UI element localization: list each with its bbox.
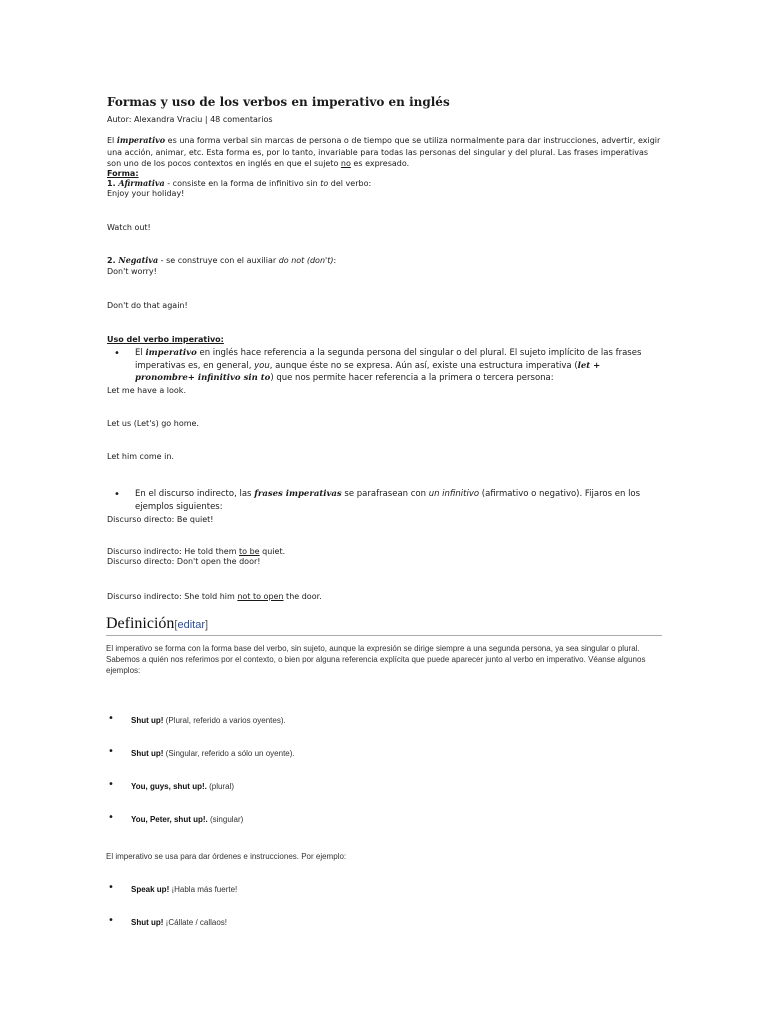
example-dont-do: Don't do that again! — [107, 301, 188, 310]
example-let-him: Let him come in. — [107, 452, 174, 461]
intro-paragraph: El imperativo es una forma verbal sin marcas de persona o de tiempo que se utiliza normalmente para dar instrucciones, advertir, exigir una acción, animar, etc. Esta forma es, por lo tanto, invariable para todas las personas del singular y del plural. Las frases imperativas son uno de los pocos contextos en inglés en que el sujeto no es expresado. — [107, 135, 661, 168]
list-item: Speak up! ¡Habla más fuerte! — [131, 885, 238, 894]
author-line: Autor: Alexandra Vraciu | 48 comentarios — [107, 115, 273, 124]
definition-paragraph: El imperativo se forma con la forma base del verbo, sin sujeto, aunque la expresión se dirige siempre a una segunda persona, ya sea singular o plural. Sabemos a quién nos referimos por el contexto, o bien por alguna referencia explícita que puede aparecer junto al verbo en imperativo. Véanse algunos ejemplos: — [106, 644, 646, 675]
uso-bullet-1: El imperativo en inglés hace referencia a la segunda persona del singular o del plural. El sujeto implícito de las frases imperativas es, en general, you, aunque éste no se expresa. Aún así, existe una estructura imperativa (let + pronombre+ infinitivo sin to) que nos permite hacer referencia a la primera o tercera persona: — [135, 348, 642, 383]
usage-paragraph: El imperativo se usa para dar órdenes e instrucciones. Por ejemplo: — [106, 852, 347, 861]
example-dont-worry: Don't worry! — [107, 267, 157, 276]
discourse-direct-1: Discurso directo: Be quiet! — [107, 515, 214, 524]
discourse-indirect-2: Discurso indirecto: She told him not to open the door. — [107, 592, 322, 601]
discourse-indirect-1: Discurso indirecto: He told them to be quiet. — [107, 547, 286, 556]
example-let-me: Let me have a look. — [107, 386, 186, 395]
keyword-no: no — [340, 159, 351, 168]
edit-link[interactable]: editar — [177, 619, 206, 631]
bullet-icon: • — [108, 915, 114, 926]
list-item: Shut up! (Plural, referido a varios oyentes). — [131, 716, 286, 725]
bullet-icon: • — [108, 713, 114, 724]
afirmativa-rule: 1. Afirmativa - consiste en la forma de infinitivo sin to del verbo: — [107, 178, 372, 188]
example-watch-out: Watch out! — [107, 223, 151, 232]
forma-label: Forma: — [107, 169, 139, 178]
list-item: Shut up! (Singular, referido a sólo un oyente). — [131, 749, 295, 758]
list-item: You, guys, shut up!. (plural) — [131, 782, 234, 791]
bullet-icon: • — [108, 812, 114, 823]
negativa-rule: 2. Negativa - se construye con el auxiliar do not (don't): — [107, 255, 337, 265]
bullet-icon: • — [114, 348, 120, 359]
bullet-icon: • — [108, 779, 114, 790]
list-item: You, Peter, shut up!. (singular) — [131, 815, 244, 824]
list-item: Shut up! ¡Cállate / callaos! — [131, 918, 228, 927]
bullet-icon: • — [108, 882, 114, 893]
bullet-icon: • — [114, 489, 120, 500]
uso-bullet-2: En el discurso indirecto, las frases imperativas se parafrasean con un infinitivo (afirmativo o negativo). Fijaros en los ejemplos siguientes: — [135, 489, 641, 512]
heading-divider — [106, 635, 662, 636]
example-let-us: Let us (Let's) go home. — [107, 419, 199, 428]
example-enjoy: Enjoy your holiday! — [107, 189, 185, 198]
uso-label: Uso del verbo imperativo: — [107, 335, 224, 344]
bullet-icon: • — [108, 746, 114, 757]
section-heading-definicion: Definición[editar] — [106, 615, 209, 632]
article-title: Formas y uso de los verbos en imperativo en inglés — [107, 95, 450, 109]
discourse-direct-2: Discurso directo: Don't open the door! — [107, 557, 261, 566]
keyword-imperativo: imperativo — [116, 135, 166, 145]
